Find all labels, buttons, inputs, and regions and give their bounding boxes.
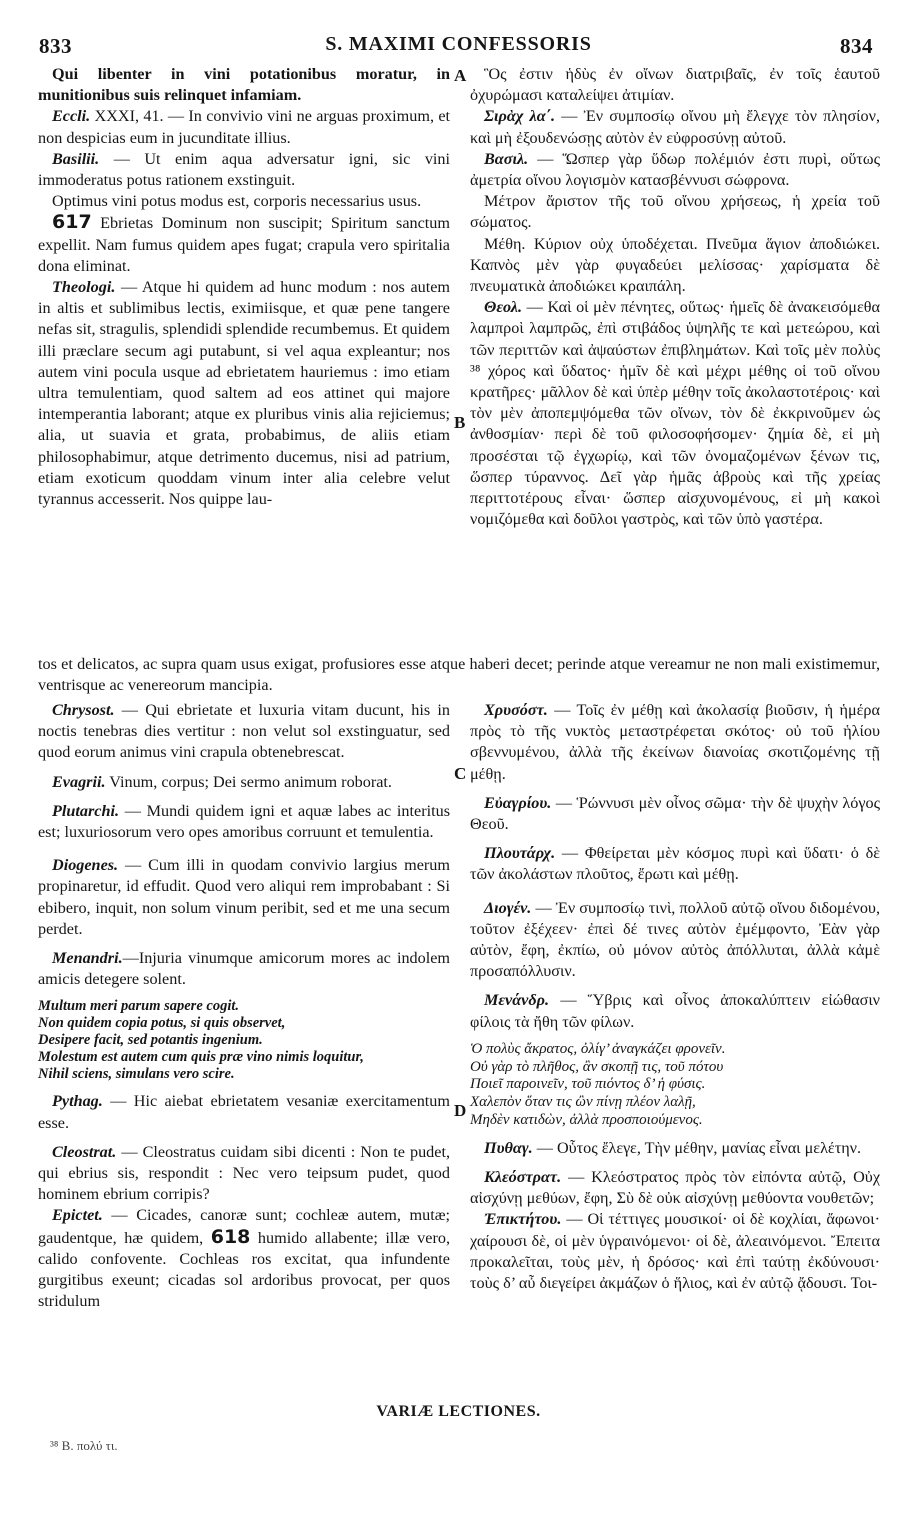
verse-line: Non quidem copia potus, si quis observet, — [38, 1015, 286, 1032]
verse-line: Nihil sciens, simulans vero scire. — [38, 1066, 235, 1083]
greek-paragraph: Ὃς ἐστιν ἡδὺς ἐν οἴνων διατριβαῖς, ἐν τοῖς ἑαυτοῦ ὀχυρώμασι καταλείψει ἀτιμίαν. — [470, 65, 880, 105]
latin-paragraph: Epictet. — Cicades, canoræ sunt; cochleæ autem, mutæ; gaudentque, hæ quidem, 618 humido allabente; illæ vero, calido confovente. Cochleas ros excitat, qua infundente gurgitibus exeunt; cicadas sol ardoribus provocat, per quos stridulum — [38, 1206, 450, 1311]
greek-column-upper — [470, 64, 880, 530]
greek-paragraph: Ἐπικτήτου. — Οἱ τέττιγες μουσικοί· οἱ δὲ κοχλίαι, ἄφωνοι· χαίρουσι δὲ, οἱ μὲν ὑγραινόμενοι· οἱ δὲ, ἀλεαινόμενοι. Ἔπειτα προκαλεῖται, τοὺς μὲν, ἡ δρόσος· καὶ ἐπὶ ταύτῃ ἐκδύνουσι· τοὺς δ’ αὖ διεγείρει ἀκμάζων ὁ ἥλιος, καὶ ἐν αὐτῷ ᾄδουσι. Τοι- — [470, 1210, 880, 1293]
verse-line: Molestum est autem cum quis præ vino nimis loquitur, — [38, 1049, 364, 1066]
footnote: ³⁸ B. πολύ τι. — [50, 1438, 118, 1453]
verse-line: Ὁ πολὺς ἄκρατος, ὀλίγ’ ἀναγκάζει φρονεῖν. — [470, 1040, 726, 1057]
latin-paragraph: Eccli. XXXI, 41. — In convivio vini ne arguas proximum, et non despicias eum in jucunditate illius. — [38, 107, 450, 147]
verse-line: Multum meri parum sapere cogit. — [38, 998, 240, 1015]
greek-paragraph: Σιρὰχ λα΄. — Ἐν συμποσίῳ οἴνου μὴ ἔλεγχε τὸν πλησίον, καὶ μὴ ἐξουδενώσῃς αὐτὸν ἐν εὐφροσύνῃ αὐτοῦ. — [470, 107, 880, 147]
greek-paragraph: Εὐαγρίου. — Ῥώννυσι μὲν οἶνος σῶμα· τὴν δὲ ψυχὴν λόγος Θεοῦ. — [470, 793, 880, 834]
latin-paragraph: Diogenes. — Cum illi in quodam convivio largius merum propinaretur, id effudit. Quod vero aliqui rem improbabant : Si ebibero, inquit, non solum vinum peribit, sed et me una secum perdet. — [38, 856, 450, 938]
verse-line: Μηδὲν κατιδὼν, ἀλλὰ προσποιούμενος. — [470, 1112, 703, 1129]
greek-paragraph: Θεολ. — Καὶ οἱ μὲν πένητες, οὕτως· ἡμεῖς δὲ ἀνακεισόμεθα λαμπροὶ λαμπρῶς, ἐπὶ στιβάδος ὑψηλῆς τε καὶ μετεώρου, καὶ τῶν περιττῶν καὶ ἀψαύστων ἐπιβλημάτων. Καὶ τοῖς μὲν πολὺς ³⁸ χόρος καὶ ὕδατος· ἡμῖν δὲ καὶ μέχρι μέθης οἱ τοῦ οἴνου κρατῆρες· μᾶλλον δὲ καὶ ὑπὲρ μέθην τοῖς ἀκολαστοτέροις· καὶ τὸν μὲν ἀποπεμψόμεθα τῶν οἴνων, τὸν δὲ ἐκκρινοῦμεν ὡς ἀνθοσμίαν· περὶ δὲ τοῦ φιλοσοφήσομεν· ζημία δὲ, εἰ μὴ προσέσται τῷ ἐγχωρίῳ, καὶ τῶν ὀνομαζομένων ξένων τις, ὥσπερ τύραννος. Δεῖ γὰρ ἡμᾶς ἁβροὺς καὶ τῆς χρείας περιττοτέρους εἶναι· ὥσπερ αἰσχυνομένους, εἰ μὴ κακοὶ νομιζόμεθα καὶ δοῦλοι γαστρὸς, καὶ τῶν ὑπὸ γαστέρα. — [470, 298, 880, 529]
column-number: 617 — [52, 211, 92, 234]
latin-column-lower — [38, 700, 450, 1312]
latin-paragraph: Basilii. — Ut enim aqua adversatur igni, sic vini immoderatus potus rationem exstinguit. — [38, 149, 450, 190]
latin-paragraph: Chrysost. — Qui ebrietate et luxuria vitam ducunt, his in noctis tenebras dies vertitur : non velut sol exstinguatur, sed quod eorum animus vini crapula obtenebrescat. — [38, 701, 450, 762]
verse-line: Desipere facit, sed potantis ingenium. — [38, 1032, 263, 1049]
latin-paragraph: Theologi. — Atque hi quidem ad hunc modum : nos autem in altis et sublimibus lectis, eximiisque, et quæ pene tangere nefas sit, stragulis, splendidi splendide recumbemus. Et quidem illi præclare secum agi putabunt, si vel aqua expleantur; nos autem vini pocula usque ad ebrietatem hauriemus : imo etiam ultra temulentiam, quod saltem ad eos attinet qui majore intemperantia laborant; atque ex pluribus vinis alia rejiciemus; alia, ut suavia et grata, probabimus, de aliis etiam philosophabimur, atque detrimento ducemus, nisi ad patrium, etiam exoticum quoddam vinum inter alia celebre velut tyrannus accesserit. Nos quippe lau- — [38, 278, 450, 509]
verse-line: Ποιεῖ παροινεῖν, τοῦ πιόντος δ’ ἡ φύσις. — [470, 1076, 706, 1093]
greek-paragraph: Διογέν. — Ἐν συμποσίῳ τινὶ, πολλοῦ αὐτῷ οἴνου διδομένου, τοῦτον ἐξέχεεν· ἐπεὶ δέ τινες αὐτὸν ἐμέμφοντο, Ἐὰν γὰρ αὐτὸν, ἔφη, ἐκπίω, οὐ μόνον αὐτὸς ἀπόλλυται, ἀλλὰ κἀμὲ προσαπόλλυσιν. — [470, 898, 880, 981]
greek-column-lower — [470, 700, 880, 1294]
latin-paragraph: 617 Ebrietas Dominum non suscipit; Spiritum sanctum expellit. Nam fumus quidem apes fugat; crapula vero spiritalia dona eliminat. — [38, 211, 450, 275]
margin-marker-b: B — [454, 413, 466, 432]
latin-paragraph: Plutarchi. — Mundi quidem igni et aquæ labes ac interitus est; luxuriosorum vero opes amoribus corruunt et temulentia. — [38, 801, 450, 842]
variae-lectiones-heading: VARIÆ LECTIONES. — [376, 1403, 541, 1420]
greek-paragraph: Μενάνδρ. — Ὕβρις καὶ οἶνος ἀποκαλύπτειν εἰώθασιν φίλοις τὰ ἤθη τῶν φίλων. — [470, 991, 880, 1031]
page-number-right: 834 — [840, 34, 873, 58]
verse-line: Χαλεπὸν ὅταν τις ὢν πίνῃ πλέον λαλῇ, — [470, 1094, 696, 1111]
latin-paragraph: Cleostrat. — Cleostratus cuidam sibi dicenti : Non te pudet, qui ebrius sis, respondit : Nec vero teipsum pudet, quod hominem ebrium corripis? — [38, 1142, 450, 1204]
running-title: S. MAXIMI CONFESSORIS — [325, 33, 592, 55]
column-number: 618 — [210, 1225, 251, 1248]
latin-paragraph: Menandri.—Injuria vinumque amicorum mores ac indolem amicis detegere solent. — [38, 949, 450, 989]
page-number-left: 833 — [39, 34, 72, 58]
latin-paragraph: Optimus vini potus modus est, corporis necessarius usus. — [52, 192, 422, 211]
latin-paragraph: Pythag. — Hic aiebat ebrietatem vesaniæ exercitamentum esse. — [38, 1092, 450, 1132]
latin-verse — [38, 998, 450, 1083]
greek-paragraph: Πυθαγ. — Οὗτος ἔλεγε, Τὴν μέθην, μανίας εἶναι μελέτην. — [484, 1138, 862, 1157]
greek-paragraph: Κλεόστρατ. — Κλεόστρατος πρὸς τὸν εἰπόντα αὐτῷ, Οὐχ αἰσχύνῃ μεθύων, ἔφη, Σὺ δὲ οὐκ αἰσχύνῃ μεθύοντα νουθετῶν; — [470, 1168, 880, 1208]
greek-verse — [470, 1041, 880, 1130]
margin-marker-a: A — [454, 66, 467, 85]
margin-marker-c: C — [454, 764, 467, 783]
greek-paragraph: Μέθη. Κύριον οὐχ ὑποδέχεται. Πνεῦμα ἅγιον ἀποδιώκει. Καπνὸς μὲν γὰρ φυγαδεύει μελίσσας· χαρίσματα δὲ πνευματικὰ ἀποδιώκει κραιπάλη. — [470, 234, 880, 296]
margin-marker-d: D — [454, 1101, 467, 1120]
full-width-passage — [38, 654, 880, 696]
greek-paragraph: Μέτρον ἄριστον τῆς τοῦ οἴνου χρήσεως, ἡ χρεία τοῦ σώματος. — [470, 192, 880, 232]
greek-paragraph: Χρυσόστ. — Τοῖς ἐν μέθῃ καὶ ἀκολασίᾳ βιοῦσιν, ἡ ἡμέρα πρὸς τὸ τῆς νυκτὸς μεταστρέφεται σκότος· οὐ τοῦ ἡλίου σβεννυμένου, ἀλλὰ τῆς ἐκείνων διανοίας σκοτιζομένης τῇ μέθῃ. — [470, 701, 880, 783]
latin-paragraph: tos et delicatos, ac supra quam usus exigat, profusiores esse atque haberi decet; perinde atque vereamur ne non mali existimemur, ventrisque ac venereorum mancipia. — [38, 655, 880, 695]
latin-column-upper — [38, 64, 450, 510]
verse-line: Οὐ γὰρ τὸ πλῆθος, ἂν σκοπῇ τις, τοῦ πότου — [470, 1058, 724, 1075]
greek-paragraph: Πλουτάρχ. — Φθείρεται μὲν κόσμος πυρὶ καὶ ὕδατι· ὁ δὲ τῶν ἀκολάστων πλοῦτος, ἔρωτι καὶ μέθῃ. — [470, 844, 880, 884]
greek-paragraph: Βασιλ. — Ὥσπερ γὰρ ὕδωρ πολέμιόν ἐστι πυρὶ, οὕτως ἀμετρία οἴνου λογισμὸν κατασβέννυσι σώφρονα. — [470, 149, 880, 190]
latin-paragraph: Qui libenter in vini potationibus moratur, in munitionibus suis relinquet infamiam. — [38, 65, 450, 105]
latin-paragraph: Evagrii. Vinum, corpus; Dei sermo animum roborat. — [52, 772, 392, 791]
